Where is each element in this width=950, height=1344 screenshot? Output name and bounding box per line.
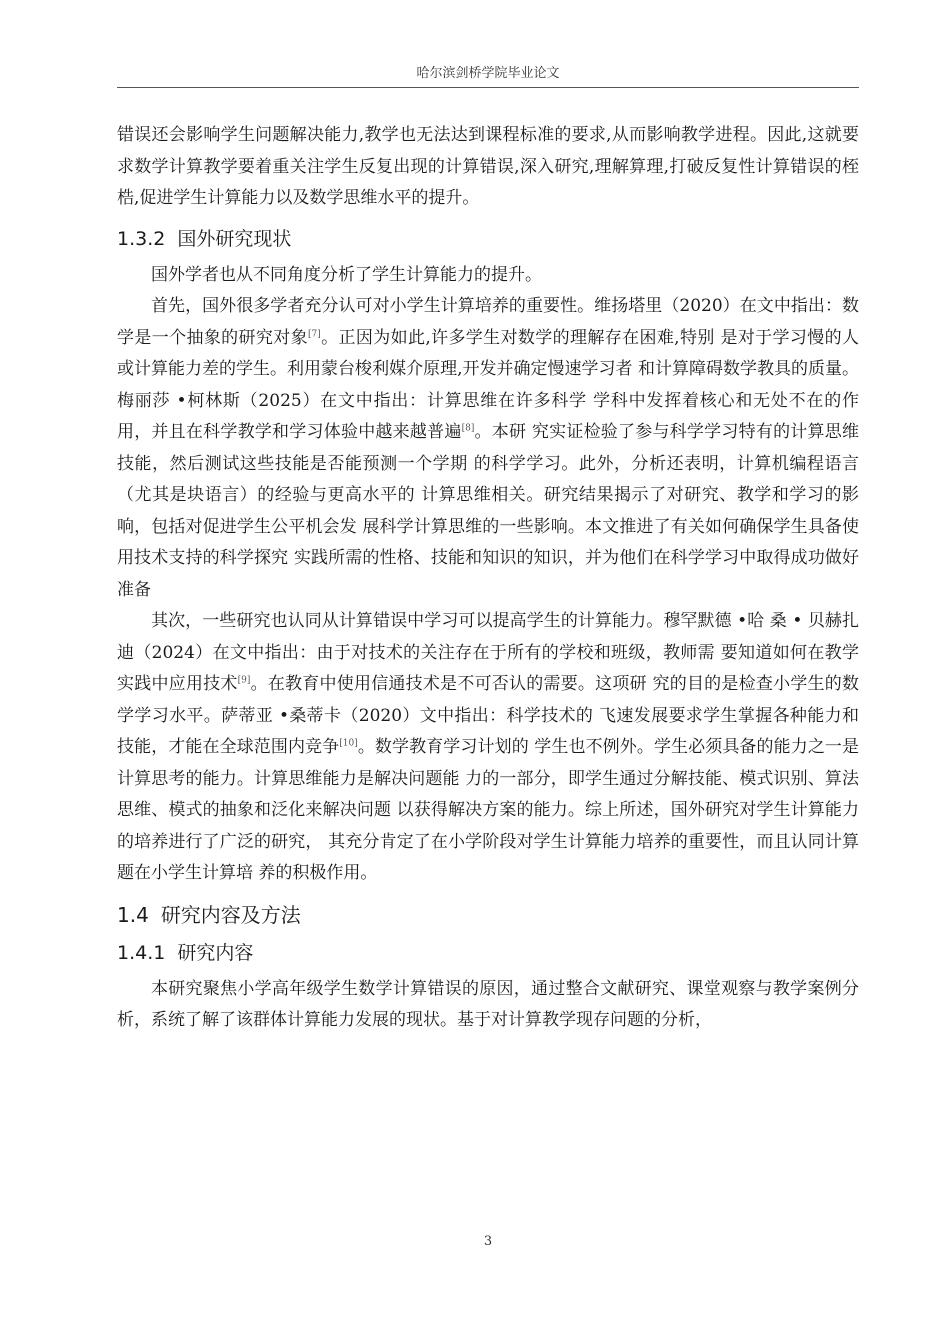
- heading-number: 1.4: [117, 902, 149, 927]
- paragraph-text: 首先，国外很多学者充分认可对小学生计算培养的重要性。维扬塔里（2020）在文中指出：数学是一个抽象的研究对象: [117, 296, 859, 348]
- paragraph-intro: 国外学者也从不同角度分析了学生计算能力的提升。: [151, 264, 542, 285]
- heading-number: 1.4.1: [117, 941, 166, 964]
- paragraph-second: [117, 606, 859, 890]
- paragraph-continuation: 错误还会影响学生问题解决能力,教学也无法达到课程标准的要求,从而影响教学进程。因此,这就要求数学计算教学要着重关注学生反复出现的计算错误,深入研究,理解算理,打破反复性计算错误的桎梏,促进学生计算能力以及数学思维水平的提升。: [117, 125, 859, 208]
- document-body: [117, 120, 859, 1037]
- header-rule: [117, 87, 859, 88]
- heading-text: 研究内容及方法: [160, 902, 301, 927]
- paragraph-text: 其次，一些研究也认同从计算错误中学习可以提高学生的计算能力。穆罕默德 •哈 桑 • 贝赫扎迪（2024）在文中指出：由于对技术的关注存在于所有的学校和班级，教师需 要知道如何在教学实践中应用技术: [117, 611, 859, 694]
- paragraph-text: 。本研 究实证检验了参与科学学习特有的计算思维技能，然后测试这些技能是否能预测一个学期 的科学学习。此外，分析还表明，计算机编程语言（尤其是块语言）的经验与更高水平的 计算思维相关。研究结果揭示了对研究、教学和学习的影响，包括对促进学生公平机会发 展科学计算思维的一些影响。本文推进了有关如何确保学生具备使用技术支持的科学探究 实践所需的性格、技能和知识的知识，并为他们在科学学习中取得成功做好准备: [117, 422, 859, 600]
- paragraph-text: 。正因为如此,许多学生对数学的理解存在困难,特别 是对于学习慢的人或计算能力差的学生。利用蒙台梭利媒介原理,开发并确定慢速学习者 和计算障碍数学教具的质量。梅丽莎 •柯林斯（2025）在文中指出：计算思维在许多科学 学科中发挥着核心和无处不在的作用，并且在科学教学和学习体验中越来越普遍: [117, 327, 859, 442]
- citation-7: [7]: [308, 328, 321, 339]
- citation-9: [9]: [237, 675, 251, 686]
- heading-1-3-2: [117, 226, 859, 252]
- paragraph-text: 。在教育中使用信通技术是不可否认的需要。这项研 究的目的是检查小学生的数学学习水平。萨蒂亚 •桑蒂卡（2020）文中指出：科学技术的 飞速发展要求学生掌握各种能力和技能，才能在全球范围内竞争: [117, 674, 860, 757]
- heading-number: 1.3.2: [117, 227, 166, 250]
- paragraph-research-content: 本研究聚焦小学高年级学生数学计算错误的原因，通过整合文献研究、课堂观察与教学案例分析，系统了解了该群体计算能力发展的现状。基于对计算教学现存问题的分析，: [117, 978, 859, 1030]
- citation-10: [10]: [339, 738, 358, 749]
- paragraph-first: [117, 291, 859, 606]
- heading-text: 研究内容: [177, 941, 254, 964]
- heading-1-4: [117, 901, 859, 929]
- heading-text: 国外研究现状: [177, 227, 292, 250]
- page-header: 哈尔滨剑桥学院毕业论文: [416, 66, 560, 81]
- page-number: 3: [483, 1234, 493, 1249]
- heading-1-4-1: [117, 940, 859, 966]
- citation-8: [8]: [461, 423, 475, 434]
- paragraph-text: 。数学教育学习计划的 学生也不例外。学生必须具备的能力之一是计算思考的能力。计算思维能力是解决问题能 力的一部分，即学生通过分解技能、模式识别、算法思维、模式的抽象和泛化来解决问题 以获得解决方案的能力。综上所述，国外研究对学生计算能力的培养进行了广泛的研究， 其充分肯定了在小学阶段对学生计算能力培养的重要性，而且认同计算题在小学生计算培 养的积极作用。: [117, 737, 860, 883]
